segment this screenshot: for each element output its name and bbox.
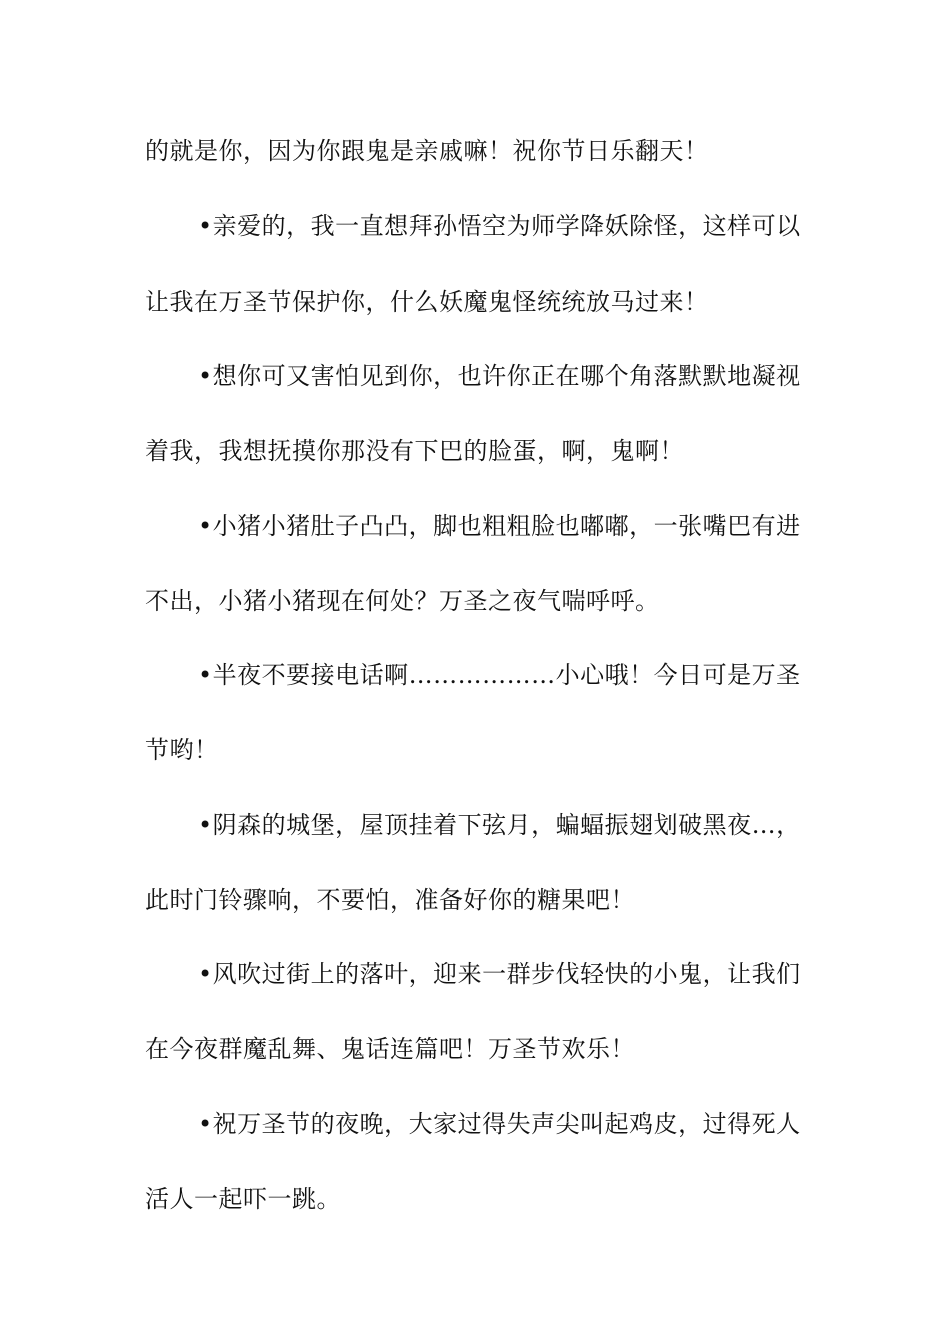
bullet-line-4: •半夜不要接电话啊………………小心哦！今日可是万圣	[198, 661, 801, 689]
paragraph-line-2: 让我在万圣节保护你，什么妖魔鬼怪统统放马过来！	[145, 288, 709, 316]
paragraph-line-3: 着我，我想抚摸你那没有下巴的脸蛋，啊，鬼啊！	[145, 437, 684, 465]
bullet-line-2: •想你可又害怕见到你，也许你正在哪个角落默默地凝视	[198, 362, 801, 390]
bullet-line-7: •祝万圣节的夜晚，大家过得失声尖叫起鸡皮，过得死人	[198, 1110, 801, 1138]
paragraph-line-8: 活人一起吓一跳。	[145, 1185, 341, 1213]
bullet-line-3: •小猪小猪肚子凸凸，脚也粗粗脸也嘟嘟，一张嘴巴有进	[198, 512, 801, 540]
paragraph-line-1: 的就是你，因为你跟鬼是亲戚嘛！祝你节日乐翻天！	[145, 137, 709, 165]
paragraph-line-5: 节哟！	[145, 736, 219, 764]
bullet-line-5: •阴森的城堡，屋顶挂着下弦月，蝙蝠振翅划破黑夜…，	[198, 811, 801, 839]
paragraph-line-4: 不出，小猪小猪现在何处？万圣之夜气喘呼呼。	[145, 587, 660, 615]
bullet-line-6: •风吹过街上的落叶，迎来一群步伐轻快的小鬼，让我们	[198, 960, 801, 988]
paragraph-line-6: 此时门铃骤响，不要怕，准备好你的糖果吧！	[145, 886, 635, 914]
bullet-line-1: •亲爱的，我一直想拜孙悟空为师学降妖除怪，这样可以	[198, 212, 801, 240]
paragraph-line-7: 在今夜群魔乱舞、鬼话连篇吧！万圣节欢乐！	[145, 1035, 635, 1063]
